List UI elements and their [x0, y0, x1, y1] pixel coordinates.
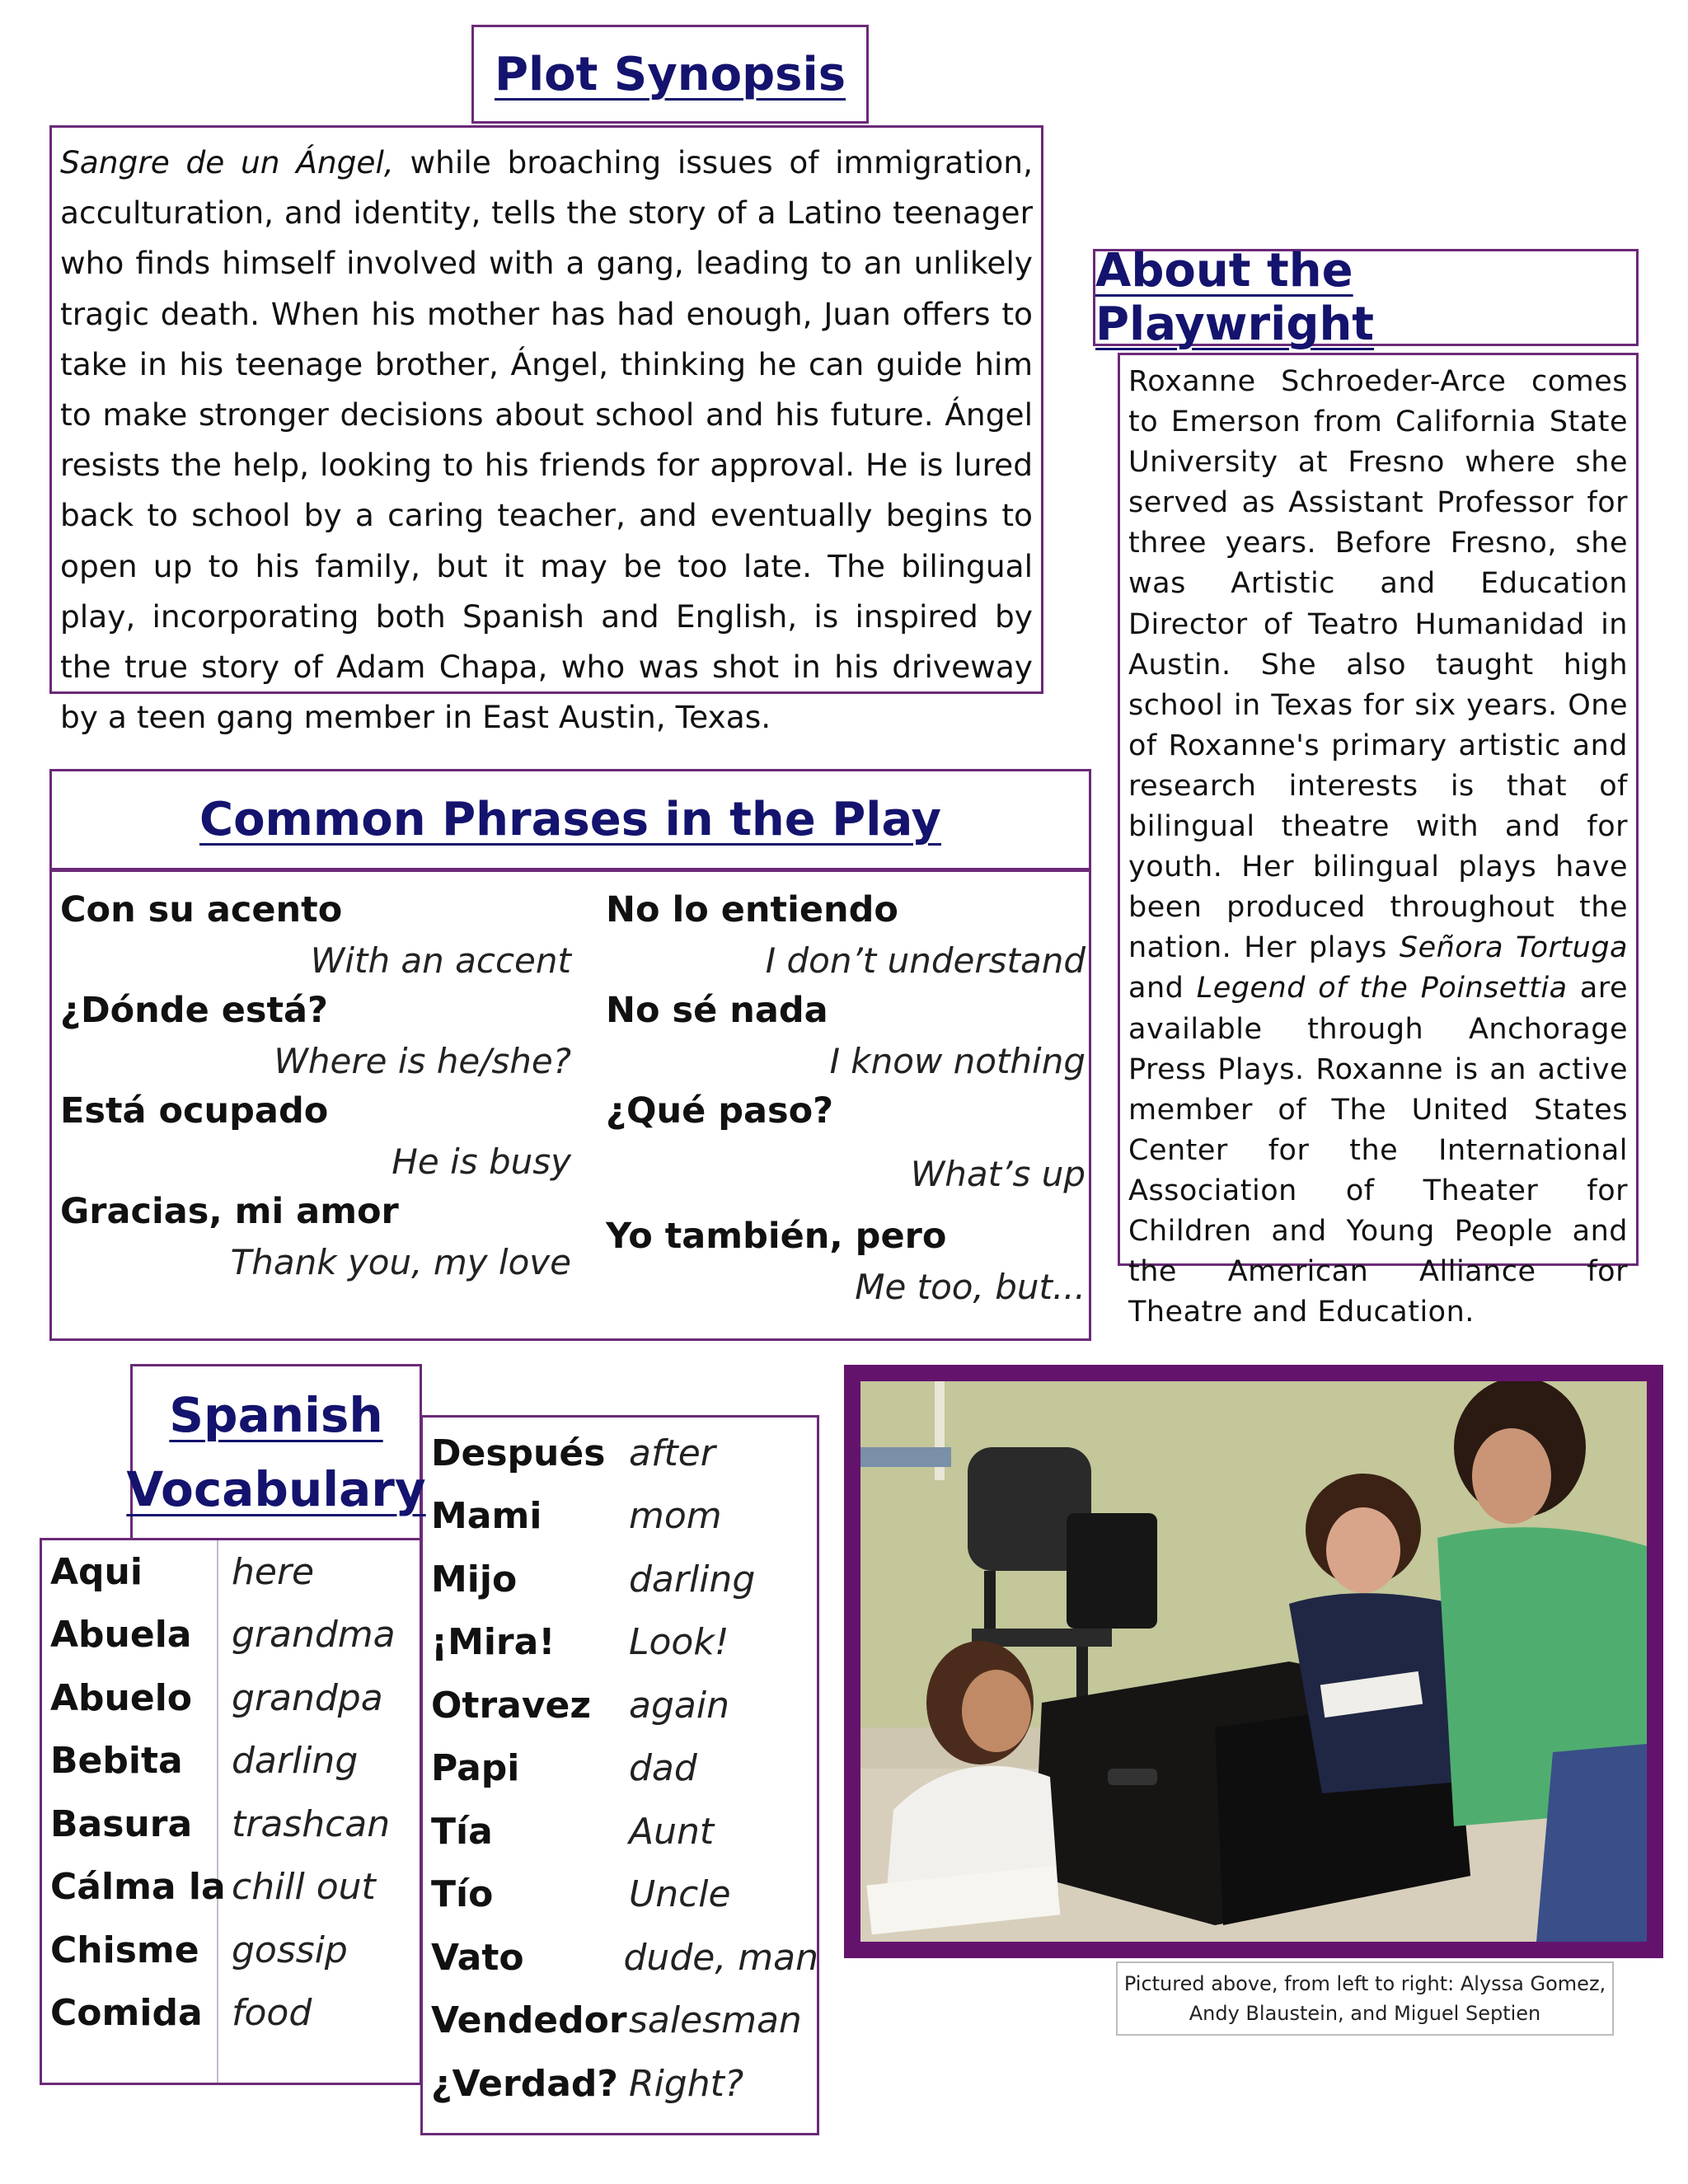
vocab-english: after [629, 1432, 715, 1474]
vocab-row [50, 1856, 421, 1919]
phrase-english: I know nothing [829, 1041, 1085, 1081]
vocab-row [431, 1737, 818, 1801]
vocabulary-title-line2: Vocabulary [126, 1461, 426, 1517]
phrases-title: Common Phrases in the Play [199, 793, 942, 846]
vocab-spanish: Cálma la [50, 1866, 226, 1909]
vocab-spanish: Comida [50, 1992, 203, 2035]
vocab-spanish: Tía [431, 1810, 493, 1853]
vocabulary-right-list [431, 1422, 818, 2116]
playwright-text-c: are available through Anchorage Press Plays. Roxanne is an active member of The United States Center for the International Association of Theater for Children and Young People and the American Alliance for Theatre and Education. [1128, 972, 1629, 1329]
vocab-spanish: Mami [431, 1495, 542, 1538]
phrase-english: He is busy [392, 1141, 571, 1182]
phrase-spanish: ¿Dónde está? [60, 990, 328, 1031]
vocab-english: again [629, 1684, 729, 1727]
vocab-english: salesman [629, 1999, 802, 2042]
phrase-spanish: ¿Qué paso? [606, 1090, 834, 1132]
vocab-row [431, 1674, 818, 1737]
vocab-row [431, 1990, 818, 2053]
playwright-text [1128, 362, 1628, 1333]
vocab-row [50, 1604, 421, 1667]
vocab-english: grandma [232, 1614, 396, 1657]
plot-synopsis-body: while broaching issues of immigration, acculturation, and identity, tells the story of a Latino teenager who finds himself involved with a gang, leading to an unlikely tragic death. When his mother has had enough, Juan offers to take in his teenage brother, Ángel, thinking he can guide him to make stronger decisions about school and his future. Ángel resists the help, looking to his friends for approval. He is lured back to school by a caring teacher, and eventually begins to open up to his family, but it may be too late. The bilingual play, incorporating both Spanish and English, is inspired by the true story of Adam Chapa, who was shot in his driveway by a teen gang member in East Austin, Texas. [60, 144, 1033, 736]
vocab-row [431, 1485, 818, 1549]
phrase-spanish: Con su acento [60, 889, 343, 930]
vocab-row [431, 1926, 818, 1990]
photo-caption-line1: Pictured above, from left to right: Alyssa Gomez, [1123, 1972, 1606, 1995]
vocab-spanish: Después [431, 1432, 606, 1474]
vocab-english: mom [629, 1495, 722, 1538]
vocabulary-right-box [420, 1415, 819, 2135]
phrase-item [60, 885, 571, 986]
vocab-spanish: Abuela [50, 1614, 192, 1657]
phrase-english: Me too, but... [855, 1267, 1085, 1307]
photo-caption-box [1116, 1961, 1614, 2036]
phrase-english: I don’t understand [765, 940, 1085, 981]
vocab-spanish: Tío [431, 1873, 494, 1916]
phrase-item [60, 1187, 571, 1287]
vocab-row [50, 1919, 421, 1982]
rehearsal-photo-illustration [860, 1381, 1647, 1942]
vocab-spanish: Vendedor [431, 1999, 627, 2042]
vocab-spanish: Aqui [50, 1550, 143, 1593]
vocab-row [431, 1863, 818, 1927]
playwright-title-box [1093, 244, 1639, 351]
vocab-english: grandpa [232, 1676, 383, 1719]
vocab-row [50, 1982, 421, 2046]
vocab-row [50, 1540, 421, 1604]
vocab-spanish: ¿Verdad? [431, 2062, 618, 2105]
phrase-english: What’s up [910, 1154, 1085, 1194]
phrase-item [606, 885, 1085, 986]
vocabulary-left-box [40, 1538, 422, 2085]
vocab-english: Right? [629, 2062, 744, 2105]
plot-synopsis-text [60, 138, 1033, 743]
phrases-right-column [606, 885, 1085, 1312]
phrase-item [606, 986, 1085, 1086]
phrases-title-box [49, 769, 1091, 868]
vocab-row [431, 1800, 818, 1863]
vocab-spanish: Basura [50, 1802, 193, 1845]
rehearsal-photo [860, 1381, 1647, 1942]
vocab-row [50, 1666, 421, 1730]
phrases-box [49, 868, 1091, 1341]
phrase-item [606, 1086, 1085, 1212]
phrase-english: Thank you, my love [230, 1242, 571, 1282]
plot-synopsis-title-box [471, 25, 869, 124]
playwright-box [1118, 353, 1639, 1329]
vocab-english: dad [629, 1747, 697, 1790]
phrase-item [606, 1212, 1085, 1312]
vocabulary-left-list [50, 1540, 421, 2045]
vocab-spanish: Chisme [50, 1929, 199, 1971]
play-title-italic: Sangre de un Ángel, [60, 144, 394, 180]
vocab-english: Uncle [629, 1873, 731, 1916]
playwright-text-b: and [1128, 972, 1197, 1005]
vocab-english: darling [629, 1558, 756, 1601]
play-title-senora-tortuga: Señora Tortuga [1399, 931, 1628, 965]
playwright-text-a: Roxanne Schroeder-Arce comes to Emerson from California State University at Fresno where she served as Assistant Professor for three years. Before Fresno, she was Artistic and Education Director of Teatro Humanidad in Austin. She also taught high school in Texas for six years. One of Roxanne's primary artistic and research interests is that of bilingual theatre with and for youth. Her bilingual plays have been produced throughout the nation. Her plays [1128, 365, 1628, 965]
phrase-english: Where is he/she? [274, 1041, 571, 1081]
vocab-english: trashcan [232, 1802, 391, 1845]
vocab-spanish: Vato [431, 1936, 524, 1979]
phrase-item [60, 986, 571, 1086]
vocab-row [50, 1730, 421, 1793]
vocab-row [431, 2052, 818, 2116]
vocab-spanish: Abuelo [50, 1676, 193, 1719]
plot-synopsis-title: Plot Synopsis [494, 47, 846, 101]
vocabulary-title-line1: Spanish [169, 1387, 383, 1443]
photo-frame [844, 1365, 1663, 1958]
vocab-english: Look! [629, 1621, 729, 1664]
vocab-spanish: Bebita [50, 1740, 183, 1783]
vocab-row [50, 1793, 421, 1856]
phrase-spanish: Gracias, mi amor [60, 1191, 399, 1232]
phrase-item [60, 1086, 571, 1187]
phrase-english: With an accent [310, 940, 571, 981]
vocab-english: chill out [232, 1866, 376, 1909]
vocab-spanish: ¡Mira! [431, 1621, 556, 1664]
vocab-spanish: Papi [431, 1747, 520, 1790]
vocabulary-title-box [126, 1364, 426, 1540]
play-title-legend-poinsettia: Legend of the Poinsettia [1196, 972, 1568, 1005]
vocab-english: Aunt [629, 1810, 715, 1853]
vocab-english: gossip [232, 1929, 348, 1971]
vocab-row [431, 1548, 818, 1611]
playwright-title: About the Playwright [1095, 244, 1375, 351]
plot-synopsis-box [49, 125, 1043, 736]
vocab-english: darling [232, 1740, 359, 1783]
vocab-spanish: Mijo [431, 1558, 518, 1601]
vocab-english: here [232, 1550, 315, 1593]
vocab-row [431, 1611, 818, 1675]
phrases-left-column [60, 885, 571, 1287]
phrase-spanish: No sé nada [606, 990, 828, 1031]
vocab-row [431, 1422, 818, 1485]
phrase-spanish: Yo también, pero [606, 1216, 947, 1257]
phrase-spanish: No lo entiendo [606, 889, 898, 930]
vocab-english: dude, man [623, 1936, 818, 1979]
photo-caption [1124, 1969, 1606, 2028]
vocab-spanish: Otravez [431, 1684, 591, 1727]
photo-caption-line2: Andy Blaustein, and Miguel Septien [1189, 2002, 1541, 2025]
phrase-spanish: Está ocupado [60, 1090, 329, 1132]
vocab-english: food [232, 1992, 312, 2035]
